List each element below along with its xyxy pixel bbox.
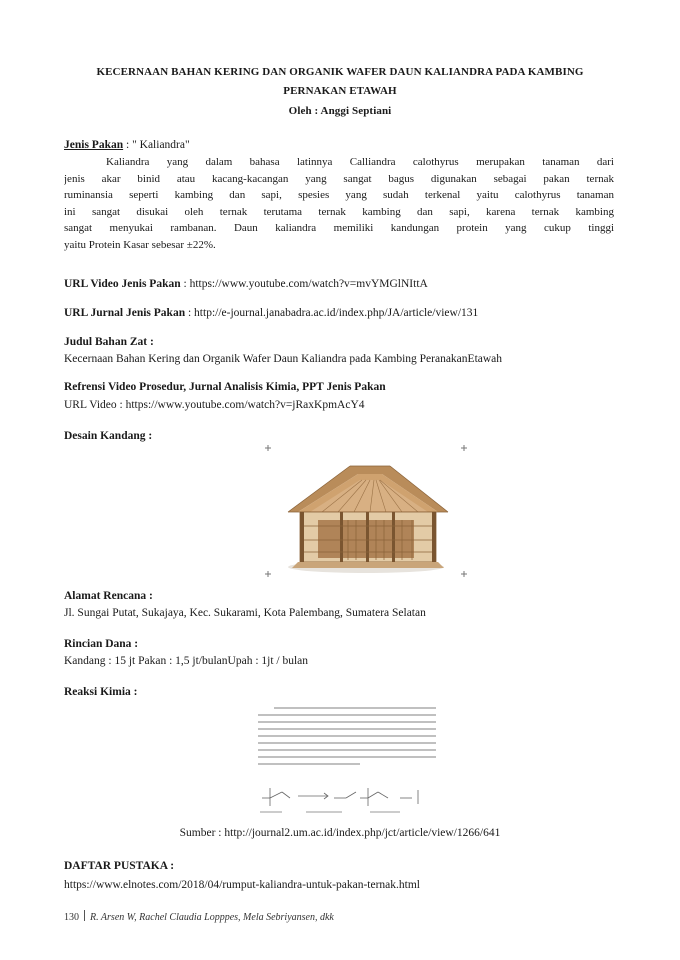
document-title-line2: PERNAKAN ETAWAH	[283, 85, 397, 97]
refrensi-value[interactable]: URL Video : https://www.youtube.com/watch?v=jRaxKpmAcY4	[64, 399, 365, 411]
jenis-pakan-paragraph	[64, 154, 614, 253]
paragraph-line: ini sangat disukai oleh ternak terutama ternak kambing dan sapi, karena ternak kambing	[64, 205, 614, 218]
reaksi-label: Reaksi Kimia :	[64, 686, 138, 698]
url-jurnal-link[interactable]: : http://e-journal.janabadra.ac.id/index.php/JA/article/view/131	[187, 307, 479, 319]
jenis-pakan-label: Jenis Pakan	[64, 139, 124, 151]
document-title-line1: KECERNAAN BAHAN KERING DAN ORGANIK WAFER DAUN KALIANDRA PADA KAMBING	[96, 66, 584, 78]
url-jurnal-row	[64, 305, 616, 321]
url-video-row	[64, 276, 616, 292]
daftar-pustaka-link[interactable]: https://www.elnotes.com/2018/04/rumput-kaliandra-untuk-pakan-ternak.html	[64, 879, 420, 891]
footer-authors: R. Arsen W, Rachel Claudia Lopppes, Mela Sebriyansen, dkk	[90, 912, 334, 923]
alamat-value: Jl. Sungai Putat, Sukajaya, Kec. Sukarami, Kota Palembang, Sumatera Selatan	[64, 607, 426, 619]
page-number: 130	[64, 912, 79, 923]
jenis-pakan-row	[64, 137, 616, 153]
reaksi-kimia-image	[250, 700, 440, 818]
paragraph-line: yaitu Protein Kasar sebesar ±22%.	[64, 238, 216, 251]
daftar-pustaka-label: DAFTAR PUSTAKA :	[64, 860, 175, 872]
refrensi-label: Refrensi Video Prosedur, Jurnal Analisis Kimia, PPT Jenis Pakan	[64, 381, 386, 393]
document-author: Oleh : Anggi Septiani	[288, 105, 392, 117]
alamat-label: Alamat Rencana :	[64, 590, 153, 602]
reaksi-sumber[interactable]: Sumber : http://journal2.um.ac.id/index.php/jct/article/view/1266/641	[179, 827, 501, 839]
url-jurnal-label: URL Jurnal Jenis Pakan	[64, 307, 186, 319]
paragraph-line: Kaliandra yang dalam bahasa latinnya Calliandra calothyrus merupakan tanaman dari	[106, 156, 614, 168]
page-footer	[64, 910, 334, 923]
jenis-pakan-value: : " Kaliandra"	[126, 139, 190, 151]
rincian-value: Kandang : 15 jt Pakan : 1,5 jt/bulanUpah : 1jt / bulan	[64, 655, 309, 667]
judul-bahan-label: Judul Bahan Zat :	[64, 336, 154, 348]
paragraph-line: ruminansia seperti kambing dan sapi, spesies yang sudah terkenal yaitu calothyrus tanaman	[64, 189, 614, 201]
url-video-label: URL Video Jenis Pakan	[64, 278, 181, 290]
url-video-link[interactable]: : https://www.youtube.com/watch?v=mvYMGlNIttA	[183, 278, 428, 290]
paragraph-line: sangat menyukai rambanan. Daun kaliandra memiliki kandungan protein yang cukup tinggi	[64, 222, 614, 234]
desain-kandang-label: Desain Kandang :	[64, 430, 153, 442]
kandang-design-image	[262, 440, 476, 580]
rincian-label: Rincian Dana :	[64, 638, 139, 650]
judul-bahan-value: Kecernaan Bahan Kering dan Organik Wafer Daun Kaliandra pada Kambing PeranakanEtawah	[64, 353, 503, 365]
paragraph-line: jenis akar binid atau kacang-kacangan yang sangat bagus digunakan sebagai pakan ternak	[64, 172, 614, 185]
footer-divider	[84, 910, 85, 921]
